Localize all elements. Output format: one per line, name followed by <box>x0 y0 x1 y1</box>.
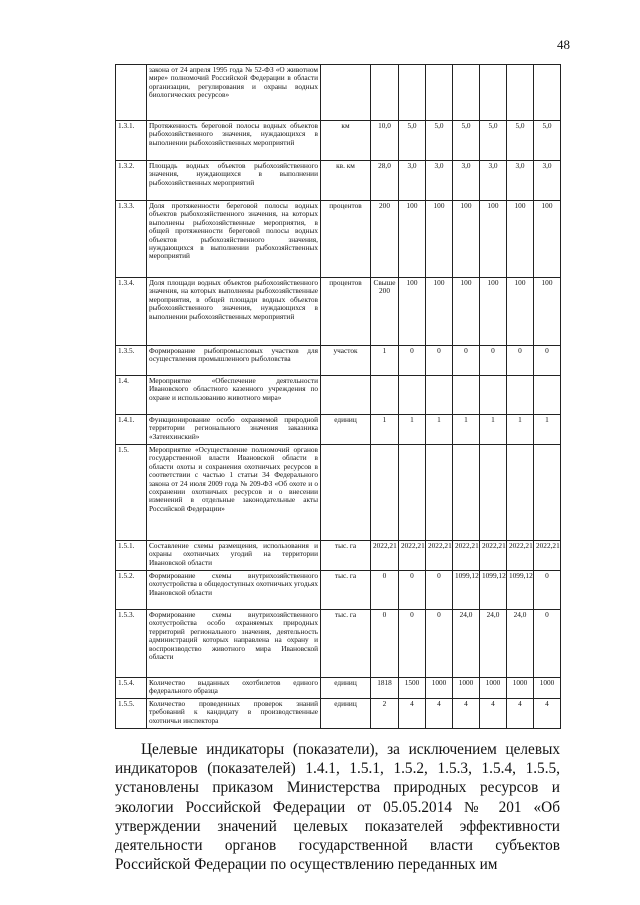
value-cell <box>399 65 426 121</box>
description-cell: Функционирование особо охраняемой природной территории регионального значения заказника «Затеихинский» <box>147 415 321 445</box>
value-cell: 100 <box>534 278 561 346</box>
value-cell: 2022,21 <box>453 541 480 571</box>
row-number-cell: 1.3.1. <box>116 121 147 161</box>
value-cell: 100 <box>399 201 426 278</box>
value-cell: 0 <box>534 346 561 376</box>
value-cell: 2022,21 <box>371 541 399 571</box>
value-cell: 1 <box>534 415 561 445</box>
value-cell <box>507 445 534 541</box>
value-cell <box>426 445 453 541</box>
value-cell: 1 <box>399 415 426 445</box>
value-cell: 100 <box>507 278 534 346</box>
row-number-cell: 1.3.3. <box>116 201 147 278</box>
page-number: 48 <box>557 37 570 52</box>
description-cell: Доля протяженности береговой полосы водных объектов рыбохозяйственного значения, на которых выполнены рыбохозяйственные мероприятия, в общей протяженности береговой полосы водных объектов рыбохозяйственного значения, нуждающихся в выполнении рыбохозяйственных мероприятий <box>147 201 321 278</box>
value-cell: 5,0 <box>453 121 480 161</box>
value-cell: 3,0 <box>507 161 534 201</box>
unit-cell: тыс. га <box>321 571 371 610</box>
unit-cell: процентов <box>321 278 371 346</box>
value-cell <box>534 445 561 541</box>
unit-cell: участок <box>321 346 371 376</box>
description-cell: Количество выданных охотбилетов единого федерального образца <box>147 678 321 699</box>
value-cell <box>371 376 399 415</box>
table-row <box>116 161 561 201</box>
value-cell: 24,0 <box>480 610 507 678</box>
value-cell: 1 <box>371 415 399 445</box>
value-cell: 3,0 <box>453 161 480 201</box>
value-cell: 1000 <box>534 678 561 699</box>
value-cell <box>399 376 426 415</box>
description-cell: Количество проведенных проверок знаний требований к кандидату в производственные охотничьи инспектора <box>147 699 321 729</box>
row-number-cell: 1.4. <box>116 376 147 415</box>
value-cell <box>480 376 507 415</box>
value-cell: 0 <box>399 610 426 678</box>
value-cell <box>426 376 453 415</box>
table-row <box>116 201 561 278</box>
value-cell: 3,0 <box>480 161 507 201</box>
unit-cell: единиц <box>321 678 371 699</box>
value-cell: 100 <box>480 278 507 346</box>
value-cell: 100 <box>453 278 480 346</box>
value-cell: 2022,21 <box>534 541 561 571</box>
value-cell: 0 <box>453 346 480 376</box>
unit-cell: тыс. га <box>321 541 371 571</box>
description-cell: Формирование схемы внутрихозяйственного охотустройства в общедоступных охотничьих угодьях Ивановской области <box>147 571 321 610</box>
value-cell: 0 <box>371 571 399 610</box>
table-row <box>116 65 561 121</box>
value-cell: 2022,21 <box>399 541 426 571</box>
value-cell <box>426 65 453 121</box>
unit-cell: кв. км <box>321 161 371 201</box>
value-cell: 1000 <box>480 678 507 699</box>
value-cell: 1 <box>371 346 399 376</box>
unit-cell: процентов <box>321 201 371 278</box>
table-row <box>116 541 561 571</box>
value-cell: 3,0 <box>399 161 426 201</box>
row-number-cell: 1.5.1. <box>116 541 147 571</box>
value-cell: 0 <box>426 610 453 678</box>
value-cell: 4 <box>426 699 453 729</box>
table-row <box>116 610 561 678</box>
value-cell: 0 <box>426 571 453 610</box>
value-cell: 4 <box>399 699 426 729</box>
value-cell <box>507 376 534 415</box>
value-cell: 5,0 <box>426 121 453 161</box>
value-cell: 1099,12 <box>480 571 507 610</box>
body-paragraph <box>115 740 560 874</box>
value-cell: 5,0 <box>480 121 507 161</box>
table-row <box>116 571 561 610</box>
row-number-cell <box>116 65 147 121</box>
value-cell: 4 <box>453 699 480 729</box>
value-cell: 24,0 <box>453 610 480 678</box>
description-cell: Площадь водных объектов рыбохозяйственного значения, нуждающихся в выполнении рыбохозяйственных мероприятий <box>147 161 321 201</box>
value-cell: 4 <box>480 699 507 729</box>
value-cell: 0 <box>399 346 426 376</box>
value-cell: 2022,21 <box>426 541 453 571</box>
value-cell: 100 <box>534 201 561 278</box>
indicators-table <box>115 64 561 729</box>
table-row <box>116 699 561 729</box>
value-cell <box>371 445 399 541</box>
unit-cell: км <box>321 121 371 161</box>
value-cell: 3,0 <box>426 161 453 201</box>
row-number-cell: 1.3.4. <box>116 278 147 346</box>
table-row <box>116 121 561 161</box>
value-cell: 0 <box>534 610 561 678</box>
value-cell: 0 <box>507 346 534 376</box>
description-cell: Составление схемы размещения, использования и охраны охотничьих угодий на территории Ивановской области <box>147 541 321 571</box>
unit-cell: единиц <box>321 699 371 729</box>
value-cell <box>534 376 561 415</box>
value-cell: 5,0 <box>534 121 561 161</box>
value-cell: 1500 <box>399 678 426 699</box>
unit-cell <box>321 445 371 541</box>
row-number-cell: 1.5.3. <box>116 610 147 678</box>
value-cell: 5,0 <box>507 121 534 161</box>
value-cell: 1000 <box>453 678 480 699</box>
row-number-cell: 1.5.2. <box>116 571 147 610</box>
value-cell: 2022,21 <box>507 541 534 571</box>
table-row <box>116 445 561 541</box>
value-cell: 2022,21 <box>480 541 507 571</box>
row-number-cell: 1.5.4. <box>116 678 147 699</box>
row-number-cell: 1.5. <box>116 445 147 541</box>
value-cell: 1 <box>507 415 534 445</box>
value-cell: Свыше 200 <box>371 278 399 346</box>
value-cell <box>534 65 561 121</box>
value-cell: 1099,12 <box>507 571 534 610</box>
value-cell <box>371 65 399 121</box>
value-cell: 200 <box>371 201 399 278</box>
value-cell: 100 <box>426 278 453 346</box>
value-cell <box>453 65 480 121</box>
value-cell: 0 <box>371 610 399 678</box>
unit-cell <box>321 376 371 415</box>
description-cell: закона от 24 апреля 1995 года № 52-ФЗ «О животном мире» полномочий Российской Федерации в области организации, регулирования и охраны водных биологических ресурсов» <box>147 65 321 121</box>
value-cell: 100 <box>399 278 426 346</box>
value-cell <box>480 65 507 121</box>
row-number-cell: 1.4.1. <box>116 415 147 445</box>
value-cell: 100 <box>480 201 507 278</box>
table-row <box>116 678 561 699</box>
value-cell: 1 <box>480 415 507 445</box>
value-cell: 100 <box>507 201 534 278</box>
description-cell: Мероприятие «Обеспечение деятельности Ивановского областного казенного учреждения по охране и использованию животного мира» <box>147 376 321 415</box>
table-row <box>116 415 561 445</box>
value-cell: 100 <box>426 201 453 278</box>
description-cell: Доля площади водных объектов рыбохозяйственного значения, на которых выполнены рыбохозяйственные мероприятия, в общей площади водных объектов рыбохозяйственного значения, нуждающихся в выполнении рыбохозяйственных мероприятий <box>147 278 321 346</box>
unit-cell: тыс. га <box>321 610 371 678</box>
value-cell: 10,0 <box>371 121 399 161</box>
table-row <box>116 346 561 376</box>
value-cell: 0 <box>399 571 426 610</box>
value-cell: 0 <box>534 571 561 610</box>
description-cell: Формирование рыбопромысловых участков для осуществления промышленного рыболовства <box>147 346 321 376</box>
value-cell: 2 <box>371 699 399 729</box>
row-number-cell: 1.3.2. <box>116 161 147 201</box>
value-cell <box>453 376 480 415</box>
value-cell <box>480 445 507 541</box>
unit-cell <box>321 65 371 121</box>
row-number-cell: 1.5.5. <box>116 699 147 729</box>
row-number-cell: 1.3.5. <box>116 346 147 376</box>
value-cell: 1000 <box>507 678 534 699</box>
unit-cell: единиц <box>321 415 371 445</box>
value-cell: 1000 <box>426 678 453 699</box>
body-paragraph-text: Целевые индикаторы (показатели), за исключением целевых индикаторов (показателей) 1.4.1, 1.5.1, 1.5.2, 1.5.3, 1.5.4, 1.5.5, установлены приказом Министерства природных ресурсов и экологии Российской Федерации от 05.05.2014 № 201 «Об утверждении значений целевых показателей эффективности деятельности органов государственной власти субъектов Российской Федерации по осуществлению переданных им <box>115 741 560 874</box>
value-cell: 0 <box>480 346 507 376</box>
table-row <box>116 376 561 415</box>
value-cell: 1 <box>453 415 480 445</box>
value-cell: 100 <box>453 201 480 278</box>
value-cell: 1099,12 <box>453 571 480 610</box>
value-cell: 24,0 <box>507 610 534 678</box>
value-cell <box>507 65 534 121</box>
description-cell: Мероприятие «Осуществление полномочий органов государственной власти Ивановской области в области охоты и сохранения охотничьих ресурсов в соответствии с частью 1 статьи 34 Федерального закона от 24 июля 2009 года № 209-ФЗ «Об охоте и о сохранении охотничьих ресурсов и о внесении изменений в отдельные законодательные акты Российской Федерации» <box>147 445 321 541</box>
description-cell: Протяженность береговой полосы водных объектов рыбохозяйственного значения, нуждающихся в выполнении рыбохозяйственных мероприятий <box>147 121 321 161</box>
value-cell: 28,0 <box>371 161 399 201</box>
value-cell: 3,0 <box>534 161 561 201</box>
value-cell: 1 <box>426 415 453 445</box>
value-cell: 4 <box>534 699 561 729</box>
value-cell <box>453 445 480 541</box>
table-row <box>116 278 561 346</box>
value-cell: 4 <box>507 699 534 729</box>
value-cell: 5,0 <box>399 121 426 161</box>
table-body <box>116 65 561 729</box>
value-cell <box>399 445 426 541</box>
value-cell: 1818 <box>371 678 399 699</box>
description-cell: Формирование схемы внутрихозяйственного охотустройства особо охраняемых природных территорий регионального значения, деятельность администраций которых направлена на охрану и воспроизводство животного мира Ивановской области <box>147 610 321 678</box>
value-cell: 0 <box>426 346 453 376</box>
